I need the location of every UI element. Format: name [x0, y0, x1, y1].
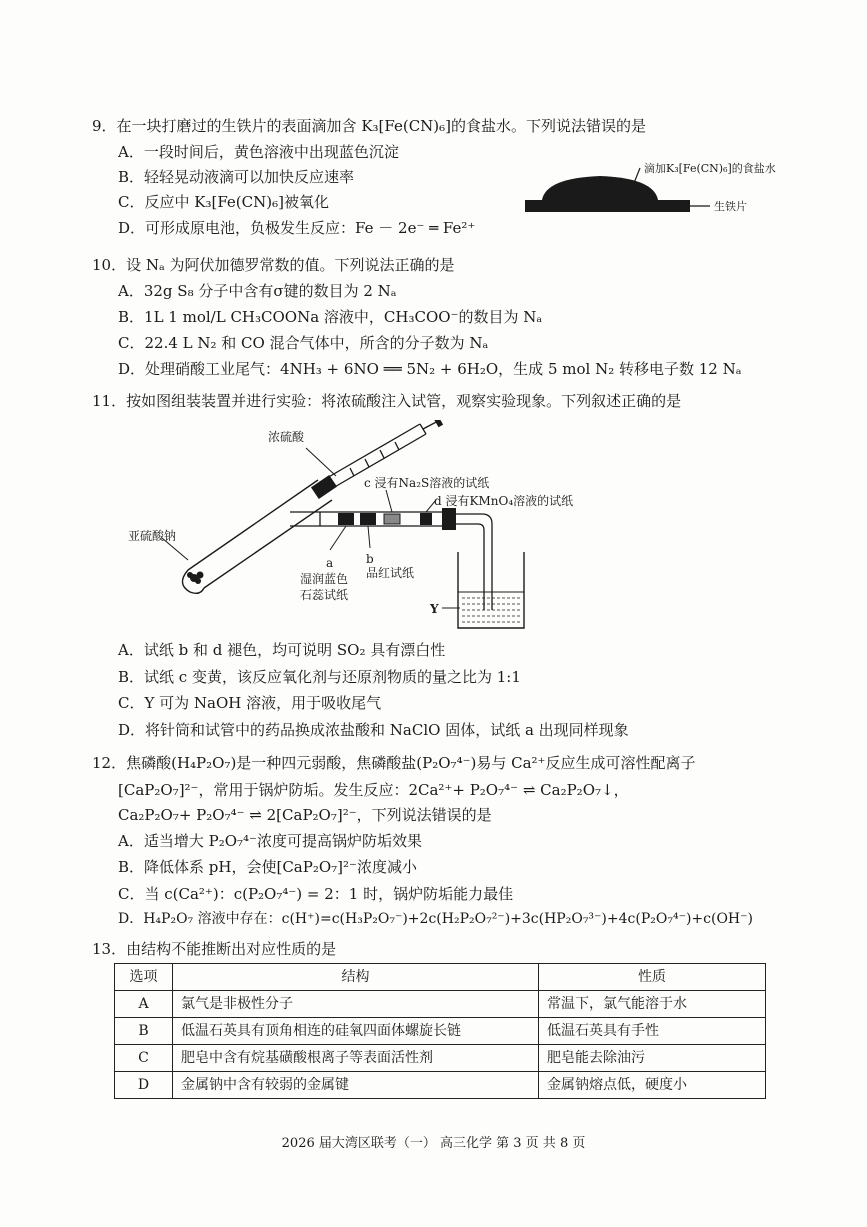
q12-stem-line3: Ca₂P₂O₇+ P₂O₇⁴⁻ ⇌ 2[CaP₂O₇]²⁻，下列说法错误的是 — [118, 806, 492, 824]
label-sodium-sulfite: 亚硫酸钠 — [128, 529, 177, 543]
row-a-property: 常温下，氯气能溶于水 — [539, 991, 766, 1018]
table-row — [115, 1018, 766, 1045]
right-stopper — [442, 508, 456, 530]
row-a-option: A — [115, 991, 173, 1018]
q11-option-b: B．试纸 c 变黄，该反应氧化剂与还原剂物质的量之比为 1:1 — [118, 668, 521, 686]
q10-option-b: B．1L 1 mol/L CH₃COONa 溶液中，CH₃COO⁻的数目为 Nₐ — [118, 308, 543, 326]
row-d-property: 金属钠熔点低，硬度小 — [539, 1072, 766, 1099]
salt-water-drop — [542, 176, 658, 200]
beaker — [458, 552, 524, 628]
q11-stem: 11．按如图组装装置并进行实验：将浓硫酸注入试管，观察实验现象。下列叙述正确的是 — [92, 392, 682, 410]
label-y: Y — [430, 602, 439, 616]
label-paper-c: c 浸有Na₂S溶液的试纸 — [364, 476, 490, 490]
row-d-option: D — [115, 1072, 173, 1099]
row-a-structure: 氯气是非极性分子 — [173, 991, 539, 1018]
row-b-option: B — [115, 1018, 173, 1045]
row-c-option: C — [115, 1045, 173, 1072]
label-b-text: 品红试纸 — [366, 566, 415, 580]
q11-apparatus-figure — [120, 420, 640, 632]
label-a-letter: a — [326, 556, 334, 570]
table-row — [115, 1072, 766, 1099]
label-paper-d: d 浸有KMnO₄溶液的试纸 — [434, 494, 574, 508]
paper-c — [384, 514, 400, 524]
q9-option-b: B．轻轻晃动液滴可以加快反应速率 — [118, 168, 355, 186]
iron-plate — [525, 200, 690, 212]
label-b-letter: b — [366, 552, 374, 566]
q9-option-a: A．一段时间后，黄色溶液中出现蓝色沉淀 — [118, 143, 399, 161]
q10-option-c: C．22.4 L N₂ 和 CO 混合气体中，所含的分子数为 Nₐ — [118, 334, 489, 352]
row-c-structure: 肥皂中含有烷基磺酸根离子等表面活性剂 — [173, 1045, 539, 1072]
row-d-structure: 金属钠中含有较弱的金属键 — [173, 1072, 539, 1099]
q11-option-a: A．试纸 b 和 d 褪色，均可说明 SO₂ 具有漂白性 — [118, 641, 446, 659]
header-property: 性质 — [539, 964, 766, 991]
q9-drop-label: 滴加K₃[Fe(CN)₆]的食盐水 — [644, 162, 776, 175]
paper-d — [420, 513, 432, 525]
q12-stem-line1: 12．焦磷酸(H₄P₂O₇)是一种四元弱酸，焦磷酸盐(P₂O₇⁴⁻)易与 Ca²⁺反应生成可溶性配离子 — [92, 754, 696, 772]
page-footer: 2026 届大湾区联考（一） 高三化学 第 3 页 共 8 页 — [281, 1136, 586, 1151]
label-a-text1: 湿润蓝色 — [300, 572, 349, 586]
table-row — [115, 1045, 766, 1072]
q13-stem: 13．由结构不能推断出对应性质的是 — [92, 940, 337, 958]
row-b-structure: 低温石英具有顶角相连的硅氧四面体螺旋长链 — [173, 1018, 539, 1045]
outlet-tube — [456, 514, 492, 610]
q9-stem: 9．在一块打磨过的生铁片的表面滴加含 K₃[Fe(CN)₆]的食盐水。下列说法错误的是 — [92, 117, 647, 135]
row-b-property: 低温石英具有手性 — [539, 1018, 766, 1045]
header-structure: 结构 — [173, 964, 539, 991]
label-concentrated-sulfuric-acid: 浓硫酸 — [268, 430, 305, 444]
q9-option-c: C．反应中 K₃[Fe(CN)₆]被氧化 — [118, 193, 329, 211]
q9-option-d: D．可形成原电池，负极发生反应：Fe － 2e⁻ ═ Fe²⁺ — [118, 219, 476, 237]
tube-stopper — [311, 475, 337, 499]
q12-option-d: D．H₄P₂O₇ 溶液中存在：c(H⁺)=c(H₃P₂O₇⁻)+2c(H₂P₂O₇²⁻)+3c(HP₂O₇³⁻)+4c(P₂O₇⁴⁻)+c(OH⁻) — [118, 911, 753, 927]
paper-b — [360, 513, 376, 525]
q10-option-a: A．32g S₈ 分子中含有σ键的数目为 2 Nₐ — [118, 282, 397, 300]
q11-option-d: D．将针筒和试管中的药品换成浓盐酸和 NaClO 固体，试纸 a 出现同样现象 — [118, 721, 629, 739]
q11-option-c: C．Y 可为 NaOH 溶液，用于吸收尾气 — [118, 694, 382, 712]
q12-option-c: C．当 c(Ca²⁺)：c(P₂O₇⁴⁻) = 2：1 时，锅炉防垢能力最佳 — [118, 885, 514, 903]
q10-option-d: D．处理硝酸工业尾气：4NH₃ + 6NO ══ 5N₂ + 6H₂O，生成 5 mol N₂ 转移电子数 12 Nₐ — [118, 360, 742, 378]
sodium-sulfite-solid — [187, 572, 204, 585]
table-header-row — [115, 964, 766, 991]
q13-table — [114, 963, 766, 1099]
q12-option-a: A．适当增大 P₂O₇⁴⁻浓度可提高锅炉防垢效果 — [118, 832, 422, 850]
table-row — [115, 991, 766, 1018]
q9-plate-label: 生铁片 — [714, 200, 747, 213]
q10-stem: 10．设 Nₐ 为阿伏加德罗常数的值。下列说法正确的是 — [92, 256, 455, 274]
row-c-property: 肥皂能去除油污 — [539, 1045, 766, 1072]
header-option: 选项 — [115, 964, 173, 991]
q12-stem-line2: [CaP₂O₇]²⁻，常用于锅炉防垢。发生反应：2Ca²⁺+ P₂O₇⁴⁻ ⇌ Ca₂P₂O₇↓， — [118, 781, 629, 799]
label-a-text2: 石蕊试纸 — [300, 588, 349, 602]
paper-a — [338, 513, 354, 525]
q12-option-b: B．降低体系 pH，会使[CaP₂O₇]²⁻浓度减小 — [118, 858, 417, 876]
